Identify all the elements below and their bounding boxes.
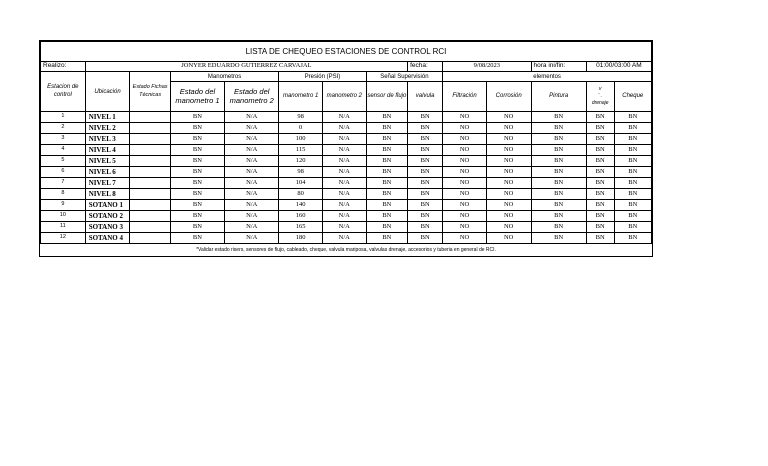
station-number-cell: 7 xyxy=(41,178,86,189)
estado-man2-cell: N/A xyxy=(225,222,279,233)
header-sensor: sensor de flujo xyxy=(366,82,408,112)
checklist-sheet xyxy=(39,40,653,257)
estado-man2-cell: N/A xyxy=(225,211,279,222)
station-number-cell: 9 xyxy=(41,200,86,211)
table-row xyxy=(41,167,652,178)
pintura-cell: BN xyxy=(531,167,586,178)
sheet-title: LISTA DE CHEQUEO ESTACIONES DE CONTROL RCI xyxy=(41,42,652,62)
estado-fichas-cell xyxy=(130,233,170,244)
sensor-flujo-cell: BN xyxy=(366,178,408,189)
pintura-cell: BN xyxy=(531,123,586,134)
fecha-label: fecha: xyxy=(408,62,443,72)
drenaje-cell: BN xyxy=(586,156,614,167)
estado-man2-cell: N/A xyxy=(225,233,279,244)
sensor-flujo-cell: BN xyxy=(366,233,408,244)
manometro1-cell: 80 xyxy=(279,189,323,200)
checklist-table xyxy=(40,41,652,256)
header-estado-man1: Estado del manometro 1 xyxy=(170,82,224,112)
filtracion-cell: NO xyxy=(443,222,487,233)
header-man2: manometro 2 xyxy=(322,82,366,112)
drenaje-cell: BN xyxy=(586,233,614,244)
group-elementos: elementos xyxy=(443,72,652,82)
table-row xyxy=(41,200,652,211)
hora-label: hora ini/fin: xyxy=(531,62,586,72)
manometro1-cell: 104 xyxy=(279,178,323,189)
manometro2-cell: N/A xyxy=(322,134,366,145)
filtracion-cell: NO xyxy=(443,112,487,123)
valvula-cell: BN xyxy=(408,200,443,211)
corrosion-cell: NO xyxy=(486,178,531,189)
realizo-label: Realizo: xyxy=(41,62,86,72)
location-cell: SOTANO 2 xyxy=(85,211,130,222)
estado-fichas-cell xyxy=(130,156,170,167)
cheque-cell: BN xyxy=(614,145,652,156)
sensor-flujo-cell: BN xyxy=(366,112,408,123)
header-drenaje-bottom: drenaje xyxy=(591,100,609,106)
manometro1-cell: 120 xyxy=(279,156,323,167)
filtracion-cell: NO xyxy=(443,233,487,244)
estado-fichas-cell xyxy=(130,200,170,211)
station-number-cell: 4 xyxy=(41,145,86,156)
station-number-cell: 6 xyxy=(41,167,86,178)
table-row xyxy=(41,134,652,145)
pintura-cell: BN xyxy=(531,189,586,200)
corrosion-cell: NO xyxy=(486,123,531,134)
manometro2-cell: N/A xyxy=(322,178,366,189)
estado-man2-cell: N/A xyxy=(225,156,279,167)
manometro2-cell: N/A xyxy=(322,211,366,222)
manometro1-cell: 165 xyxy=(279,222,323,233)
pintura-cell: BN xyxy=(531,156,586,167)
cheque-cell: BN xyxy=(614,123,652,134)
estado-man1-cell: BN xyxy=(170,178,224,189)
header-estacion: Estacion de control xyxy=(41,72,86,112)
estado-man1-cell: BN xyxy=(170,189,224,200)
pintura-cell: BN xyxy=(531,211,586,222)
manometro2-cell: N/A xyxy=(322,200,366,211)
drenaje-cell: BN xyxy=(586,178,614,189)
estado-man2-cell: N/A xyxy=(225,134,279,145)
location-cell: NIVEL 8 xyxy=(85,189,130,200)
manometro2-cell: N/A xyxy=(322,156,366,167)
filtracion-cell: NO xyxy=(443,178,487,189)
sensor-flujo-cell: BN xyxy=(366,145,408,156)
estado-man2-cell: N/A xyxy=(225,200,279,211)
pintura-cell: BN xyxy=(531,233,586,244)
manometro2-cell: N/A xyxy=(322,222,366,233)
pintura-cell: BN xyxy=(531,200,586,211)
corrosion-cell: NO xyxy=(486,167,531,178)
sensor-flujo-cell: BN xyxy=(366,123,408,134)
station-number-cell: 1 xyxy=(41,112,86,123)
header-ubicacion: Ubicación xyxy=(85,72,130,112)
station-number-cell: 2 xyxy=(41,123,86,134)
group-presion: Presión (PSI) xyxy=(279,72,366,82)
sensor-flujo-cell: BN xyxy=(366,200,408,211)
estado-man1-cell: BN xyxy=(170,123,224,134)
estado-fichas-cell xyxy=(130,112,170,123)
manometro1-cell: 100 xyxy=(279,134,323,145)
footnote: *Validar estado risers, sensores de flujo, cableado, cheque, valvula mariposa, valvulas drenaje, accesorios y tuberia en general de RCI. xyxy=(41,244,652,257)
table-row xyxy=(41,211,652,222)
note-row xyxy=(41,244,652,257)
manometro2-cell: N/A xyxy=(322,112,366,123)
drenaje-cell: BN xyxy=(586,200,614,211)
table-row xyxy=(41,222,652,233)
valvula-cell: BN xyxy=(408,189,443,200)
location-cell: NIVEL 3 xyxy=(85,134,130,145)
table-row xyxy=(41,233,652,244)
estado-man2-cell: N/A xyxy=(225,189,279,200)
header-estado-fichas: Estado Fichas Técnicas xyxy=(130,72,170,112)
location-cell: NIVEL 2 xyxy=(85,123,130,134)
estado-man2-cell: N/A xyxy=(225,178,279,189)
location-cell: SOTANO 1 xyxy=(85,200,130,211)
cheque-cell: BN xyxy=(614,233,652,244)
estado-man1-cell: BN xyxy=(170,145,224,156)
header-drenaje-mid: ' . xyxy=(598,93,603,99)
manometro1-cell: 115 xyxy=(279,145,323,156)
filtracion-cell: NO xyxy=(443,145,487,156)
corrosion-cell: NO xyxy=(486,200,531,211)
estado-man1-cell: BN xyxy=(170,222,224,233)
cheque-cell: BN xyxy=(614,156,652,167)
corrosion-cell: NO xyxy=(486,211,531,222)
hora-value: 01:00/03:00 AM xyxy=(586,62,651,72)
valvula-cell: BN xyxy=(408,211,443,222)
corrosion-cell: NO xyxy=(486,145,531,156)
realizo-value: JONYER EDUARDO GUTIERREZ CARVAJAL xyxy=(85,62,407,72)
corrosion-cell: NO xyxy=(486,189,531,200)
corrosion-cell: NO xyxy=(486,112,531,123)
header-pintura: Pintura xyxy=(531,82,586,112)
drenaje-cell: BN xyxy=(586,167,614,178)
cheque-cell: BN xyxy=(614,211,652,222)
drenaje-cell: BN xyxy=(586,222,614,233)
header-estado-man2: Estado del manometro 2 xyxy=(225,82,279,112)
filtracion-cell: NO xyxy=(443,156,487,167)
location-cell: SOTANO 4 xyxy=(85,233,130,244)
pintura-cell: BN xyxy=(531,178,586,189)
estado-man1-cell: BN xyxy=(170,211,224,222)
station-number-cell: 11 xyxy=(41,222,86,233)
header-cheque: Cheque xyxy=(614,82,652,112)
estado-man1-cell: BN xyxy=(170,167,224,178)
cheque-cell: BN xyxy=(614,222,652,233)
drenaje-cell: BN xyxy=(586,112,614,123)
estado-man1-cell: BN xyxy=(170,233,224,244)
header-valvula: valvula xyxy=(408,82,443,112)
fecha-value: 9/08/2023 xyxy=(443,62,531,72)
drenaje-cell: BN xyxy=(586,211,614,222)
sensor-flujo-cell: BN xyxy=(366,211,408,222)
valvula-cell: BN xyxy=(408,156,443,167)
sensor-flujo-cell: BN xyxy=(366,189,408,200)
location-cell: NIVEL 7 xyxy=(85,178,130,189)
filtracion-cell: NO xyxy=(443,167,487,178)
corrosion-cell: NO xyxy=(486,156,531,167)
sensor-flujo-cell: BN xyxy=(366,167,408,178)
pintura-cell: BN xyxy=(531,112,586,123)
station-number-cell: 8 xyxy=(41,189,86,200)
group-senal: Señal Supervisión xyxy=(366,72,443,82)
table-row xyxy=(41,123,652,134)
header-corrosion: Corrosión xyxy=(486,82,531,112)
manometro2-cell: N/A xyxy=(322,167,366,178)
pintura-cell: BN xyxy=(531,222,586,233)
manometro1-cell: 98 xyxy=(279,167,323,178)
estado-fichas-cell xyxy=(130,123,170,134)
estado-fichas-cell xyxy=(130,222,170,233)
valvula-cell: BN xyxy=(408,134,443,145)
manometro1-cell: 180 xyxy=(279,233,323,244)
estado-fichas-cell xyxy=(130,145,170,156)
cheque-cell: BN xyxy=(614,189,652,200)
table-row xyxy=(41,156,652,167)
manometro2-cell: N/A xyxy=(322,189,366,200)
filtracion-cell: NO xyxy=(443,200,487,211)
drenaje-cell: BN xyxy=(586,189,614,200)
location-cell: NIVEL 5 xyxy=(85,156,130,167)
location-cell: SOTANO 3 xyxy=(85,222,130,233)
estado-man1-cell: BN xyxy=(170,134,224,145)
drenaje-cell: BN xyxy=(586,134,614,145)
station-number-cell: 5 xyxy=(41,156,86,167)
filtracion-cell: NO xyxy=(443,123,487,134)
estado-man2-cell: N/A xyxy=(225,123,279,134)
estado-man1-cell: BN xyxy=(170,156,224,167)
table-row xyxy=(41,145,652,156)
manometro1-cell: 98 xyxy=(279,112,323,123)
pintura-cell: BN xyxy=(531,145,586,156)
estado-man2-cell: N/A xyxy=(225,145,279,156)
filtracion-cell: NO xyxy=(443,211,487,222)
cheque-cell: BN xyxy=(614,112,652,123)
cheque-cell: BN xyxy=(614,134,652,145)
sensor-flujo-cell: BN xyxy=(366,156,408,167)
cheque-cell: BN xyxy=(614,167,652,178)
manometro1-cell: 140 xyxy=(279,200,323,211)
manometro2-cell: N/A xyxy=(322,123,366,134)
sensor-flujo-cell: BN xyxy=(366,222,408,233)
estado-man1-cell: BN xyxy=(170,112,224,123)
valvula-cell: BN xyxy=(408,233,443,244)
station-number-cell: 10 xyxy=(41,211,86,222)
valvula-cell: BN xyxy=(408,123,443,134)
manometro2-cell: N/A xyxy=(322,233,366,244)
manometro2-cell: N/A xyxy=(322,145,366,156)
station-number-cell: 12 xyxy=(41,233,86,244)
header-drenaje-top: v xyxy=(598,86,602,92)
estado-fichas-cell xyxy=(130,134,170,145)
drenaje-cell: BN xyxy=(586,145,614,156)
estado-man1-cell: BN xyxy=(170,200,224,211)
header-drenaje xyxy=(586,82,614,112)
manometro1-cell: 0 xyxy=(279,123,323,134)
valvula-cell: BN xyxy=(408,222,443,233)
pintura-cell: BN xyxy=(531,134,586,145)
table-row xyxy=(41,112,652,123)
cheque-cell: BN xyxy=(614,178,652,189)
sensor-flujo-cell: BN xyxy=(366,134,408,145)
estado-fichas-cell xyxy=(130,178,170,189)
estado-man2-cell: N/A xyxy=(225,167,279,178)
location-cell: NIVEL 4 xyxy=(85,145,130,156)
estado-fichas-cell xyxy=(130,189,170,200)
location-cell: NIVEL 1 xyxy=(85,112,130,123)
header-man1: manometro 1 xyxy=(279,82,323,112)
table-row xyxy=(41,189,652,200)
corrosion-cell: NO xyxy=(486,233,531,244)
cheque-cell: BN xyxy=(614,200,652,211)
station-number-cell: 3 xyxy=(41,134,86,145)
estado-man2-cell: N/A xyxy=(225,112,279,123)
filtracion-cell: NO xyxy=(443,189,487,200)
group-manometros: Manometros xyxy=(170,72,279,82)
estado-fichas-cell xyxy=(130,167,170,178)
estado-fichas-cell xyxy=(130,211,170,222)
valvula-cell: BN xyxy=(408,178,443,189)
table-row xyxy=(41,178,652,189)
corrosion-cell: NO xyxy=(486,222,531,233)
header-filtracion: Filtración xyxy=(443,82,487,112)
drenaje-cell: BN xyxy=(586,123,614,134)
valvula-cell: BN xyxy=(408,145,443,156)
corrosion-cell: NO xyxy=(486,134,531,145)
filtracion-cell: NO xyxy=(443,134,487,145)
location-cell: NIVEL 6 xyxy=(85,167,130,178)
manometro1-cell: 160 xyxy=(279,211,323,222)
valvula-cell: BN xyxy=(408,167,443,178)
valvula-cell: BN xyxy=(408,112,443,123)
